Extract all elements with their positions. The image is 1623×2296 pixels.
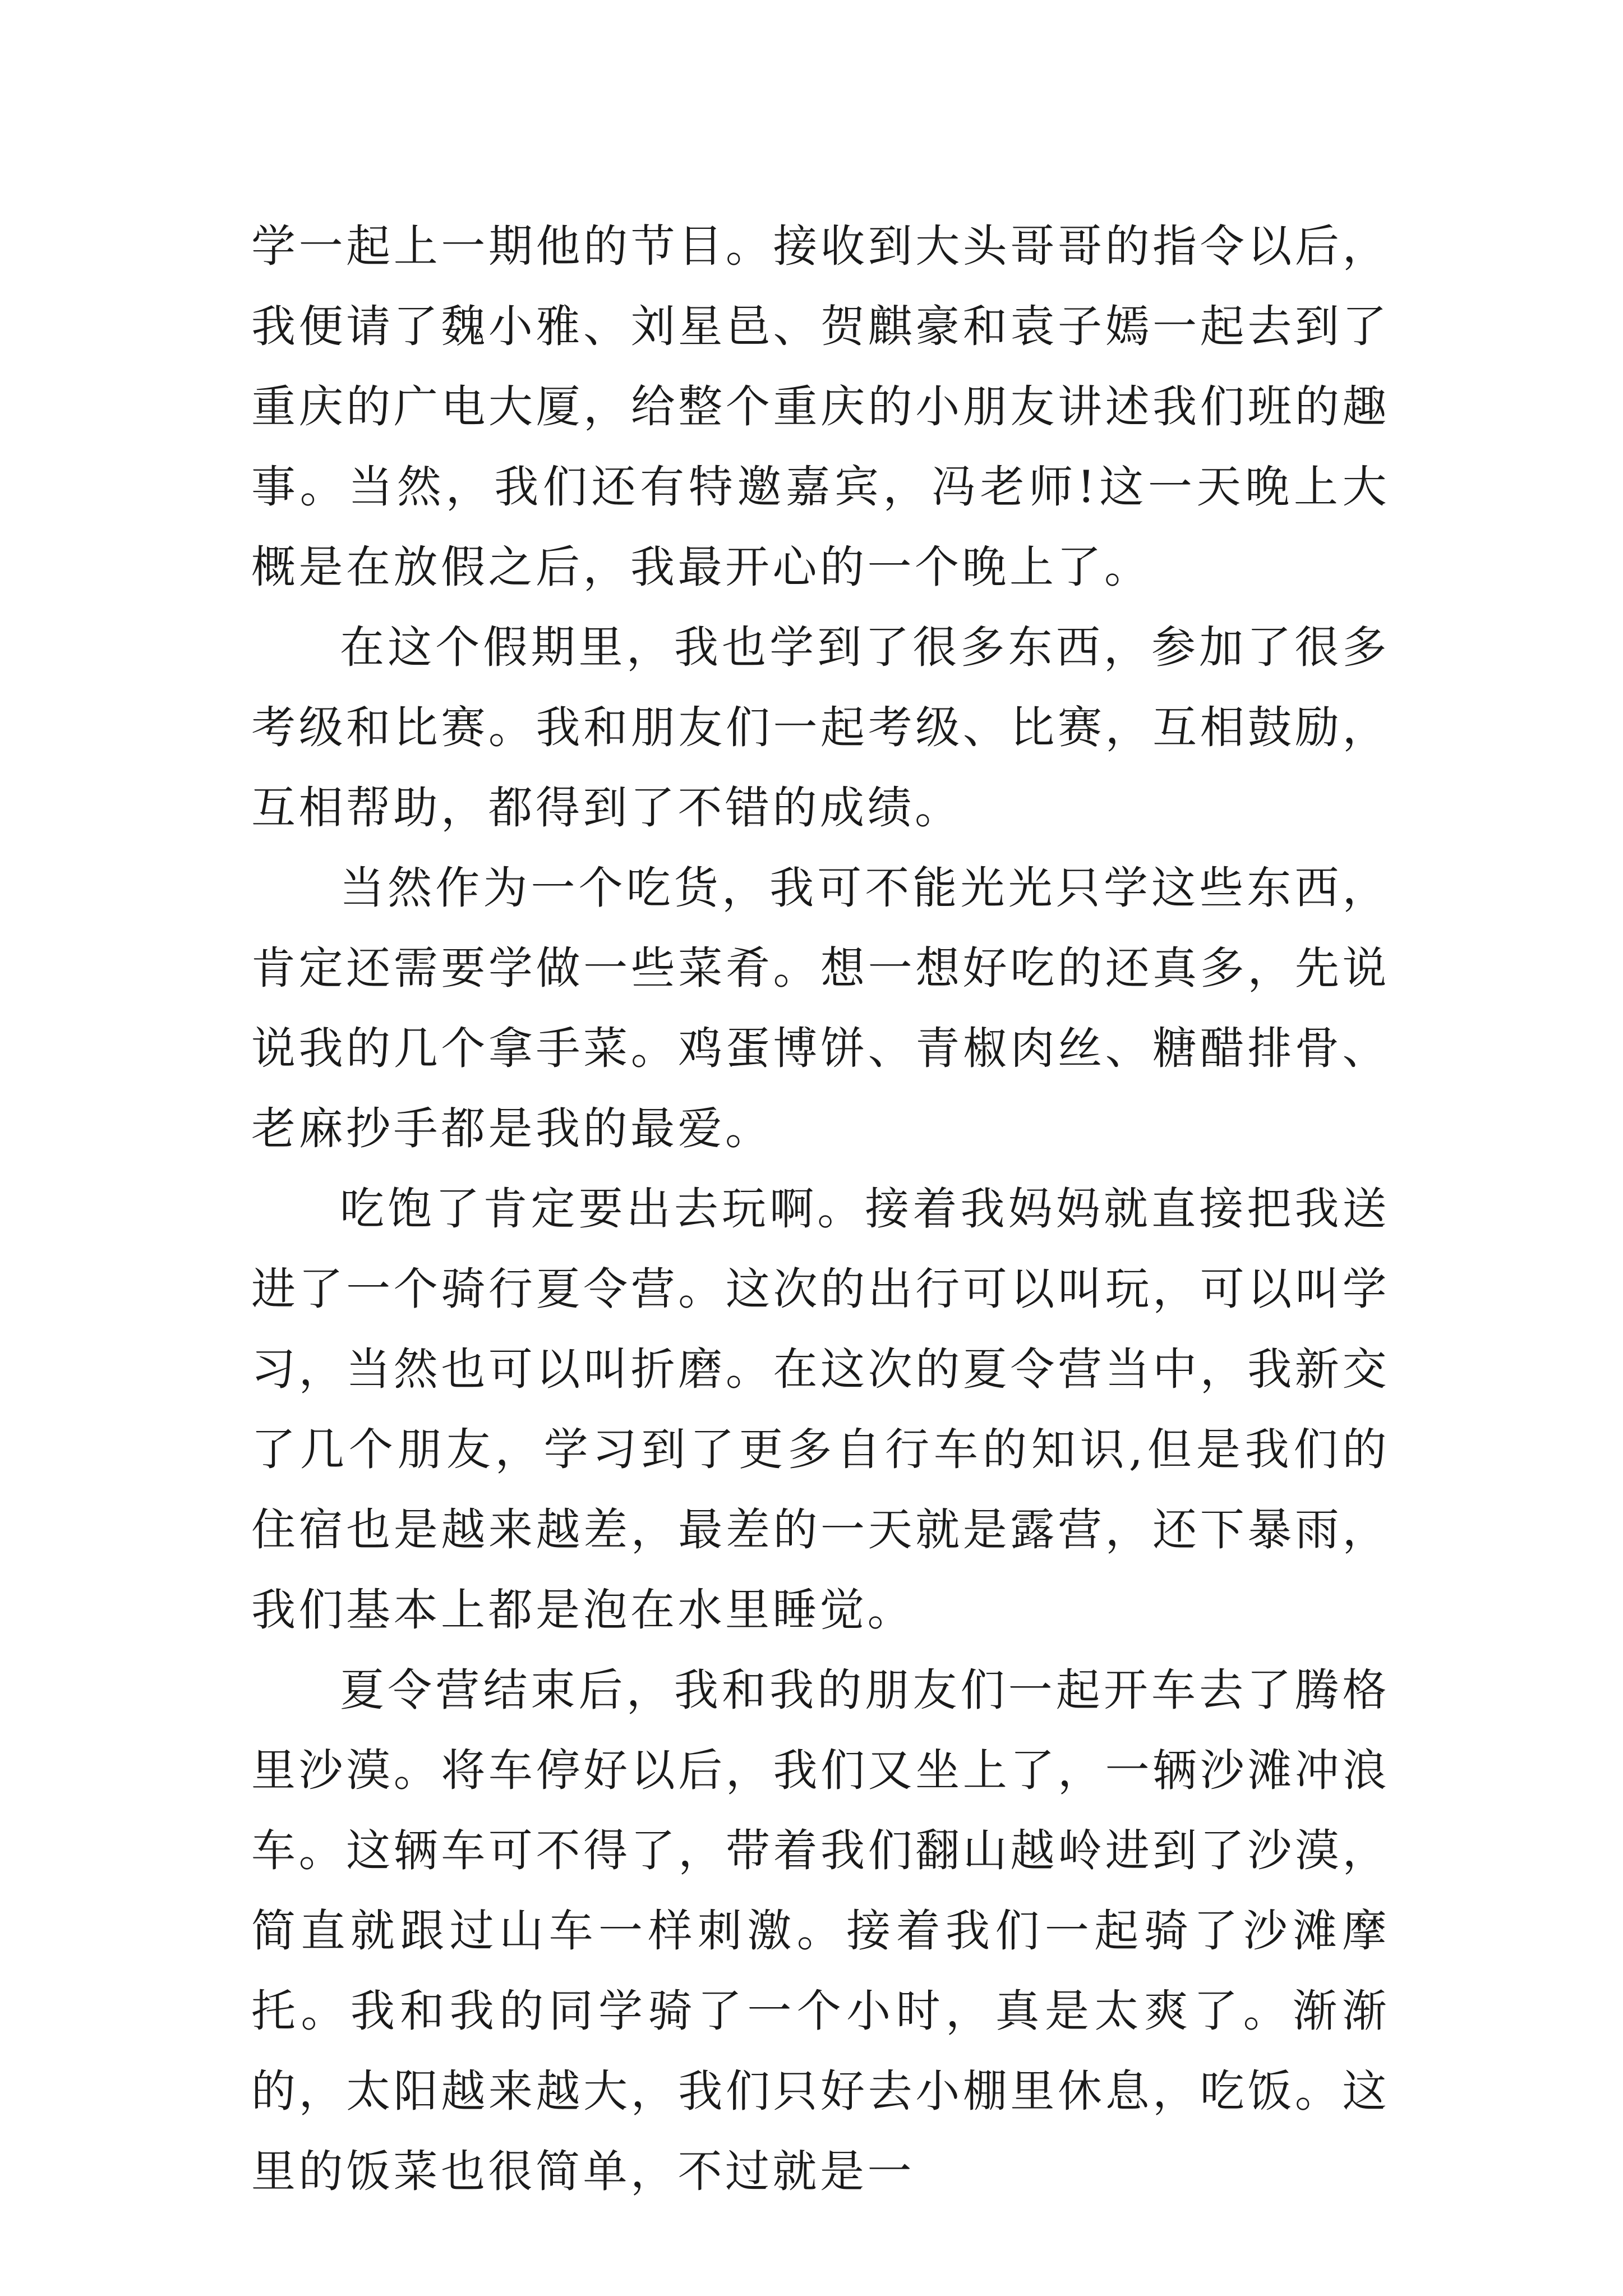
paragraph-4: 吃饱了肯定要出去玩啊。接着我妈妈就直接把我送进了一个骑行夏令营。这次的出行可以叫玩，可以叫学习，当然也可以叫折磨。在这次的夏令营当中，我新交了几个朋友，学习到了更多自行车的知识,但是我们的住宿也是越来越差，最差的一天就是露营，还下暴雨，我们基本上都是泡在水里睡觉。 (251, 1183, 1390, 1636)
paragraph-1: 学一起上一期他的节目。接收到大头哥哥的指令以后，我便请了魏小雅、刘星邑、贺麒豪和袁子嫣一起去到了重庆的广电大厦，给整个重庆的小朋友讲述我们班的趣事。当然，我们还有特邀嘉宾，冯老师!这一天晚上大概是在放假之后，我最开心的一个晚上了。 (251, 220, 1390, 593)
document-body (251, 206, 1390, 2212)
paragraph-3: 当然作为一个吃货，我可不能光光只学这些东西，肯定还需要学做一些菜肴。想一想好吃的还真多，先说说我的几个拿手菜。鸡蛋博饼、青椒肉丝、糖醋排骨、老麻抄手都是我的最爱。 (251, 862, 1390, 1154)
paragraph-5: 夏令营结束后，我和我的朋友们一起开车去了腾格里沙漠。将车停好以后，我们又坐上了，一辆沙滩冲浪车。这辆车可不得了，带着我们翻山越岭进到了沙漠，简直就跟过山车一样刺激。接着我们一起骑了沙滩摩托。我和我的同学骑了一个小时，真是太爽了。渐渐的，太阳越来越大，我们只好去小棚里休息，吃饭。这里的饭菜也很简单，不过就是一 (251, 1664, 1390, 2197)
paragraph-2: 在这个假期里，我也学到了很多东西，参加了很多考级和比赛。我和朋友们一起考级、比赛，互相鼓励，互相帮助，都得到了不错的成绩。 (251, 622, 1390, 834)
